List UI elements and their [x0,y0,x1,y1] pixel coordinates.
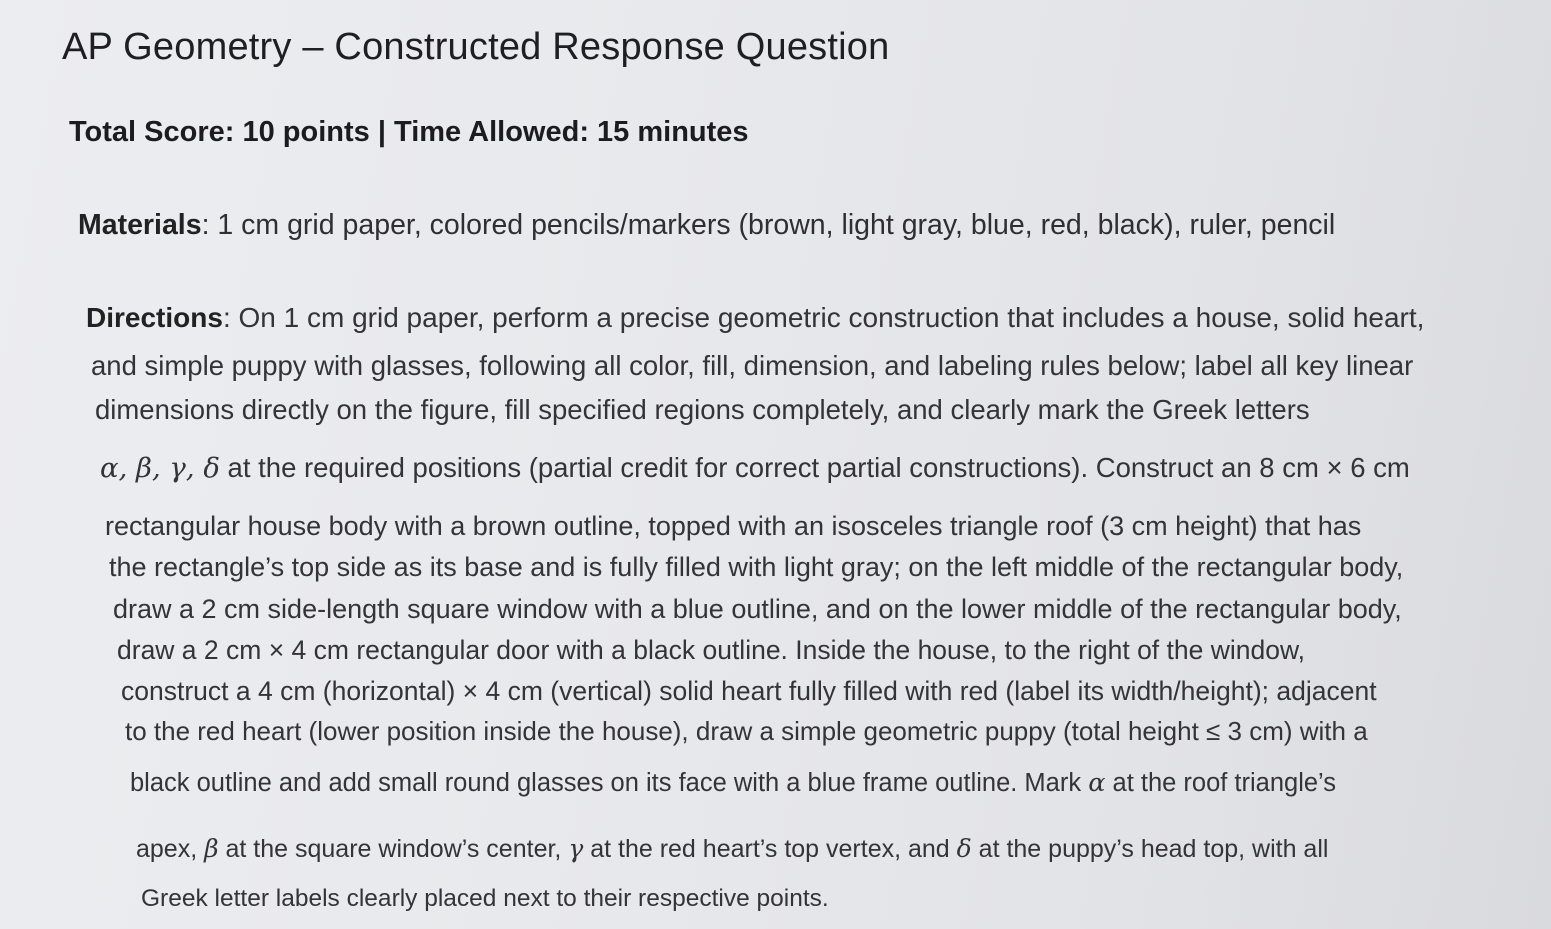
directions-label: Directions [86,302,223,333]
gamma-symbol: γ [568,834,584,863]
delta-symbol: δ [956,834,972,863]
directions-line-2: and simple puppy with glasses, following all color, fill, dimension, and labeling rules below; label all key linear [91,350,1414,381]
materials-line [78,209,1335,242]
directions-line-6: the rectangle’s top side as its base and is fully filled with light gray; on the left middle of the rectangular body, [109,552,1404,582]
directions-line-3: dimensions directly on the figure, fill specified regions completely, and clearly mark the Greek letters [95,394,1310,425]
materials-text: : 1 cm grid paper, colored pencils/markers (brown, light gray, blue, red, black), ruler, pencil [201,209,1336,241]
score-time-line: Total Score: 10 points | Time Allowed: 15 minutes [69,116,749,148]
beta-symbol: β [204,834,219,863]
directions-line-9: construct a 4 cm (horizontal) × 4 cm (vertical) solid heart fully filled with red (label its width/height); adjacent [121,676,1377,706]
materials-label: Materials [78,209,202,241]
directions-line-5: rectangular house body with a brown outline, topped with an isosceles triangle roof (3 cm height) that has [105,511,1362,541]
greek-letters-list: α, β, γ, δ [100,452,220,484]
directions-line-7: draw a 2 cm side-length square window with a blue outline, and on the lower middle of the rectangular body, [113,594,1402,624]
alpha-symbol: α [1088,768,1106,798]
directions-line-8: draw a 2 cm × 4 cm rectangular door with a black outline. Inside the house, to the right of the window, [117,635,1306,665]
directions-line-1: Directions: On 1 cm grid paper, perform a precise geometric construction that includes a house, solid heart, [86,302,1425,333]
directions-line-12: apex, β at the square window’s center, γ at the red heart’s top vertex, and δ at the puppy’s head top, with all [136,834,1329,863]
directions-line-13: Greek letter labels clearly placed next to their respective points. [141,885,829,912]
page-title: AP Geometry – Constructed Response Question [62,26,890,68]
directions-line-10: to the red heart (lower position inside the house), draw a simple geometric puppy (total height ≤ 3 cm) with a [125,716,1368,746]
directions-line-4: α, β, γ, δ at the required positions (partial credit for correct partial constructions). Construct an 8 cm × 6 cm [100,452,1410,484]
directions-line-11: black outline and add small round glasses on its face with a blue frame outline. Mark α at the roof triangle’s [130,768,1337,798]
